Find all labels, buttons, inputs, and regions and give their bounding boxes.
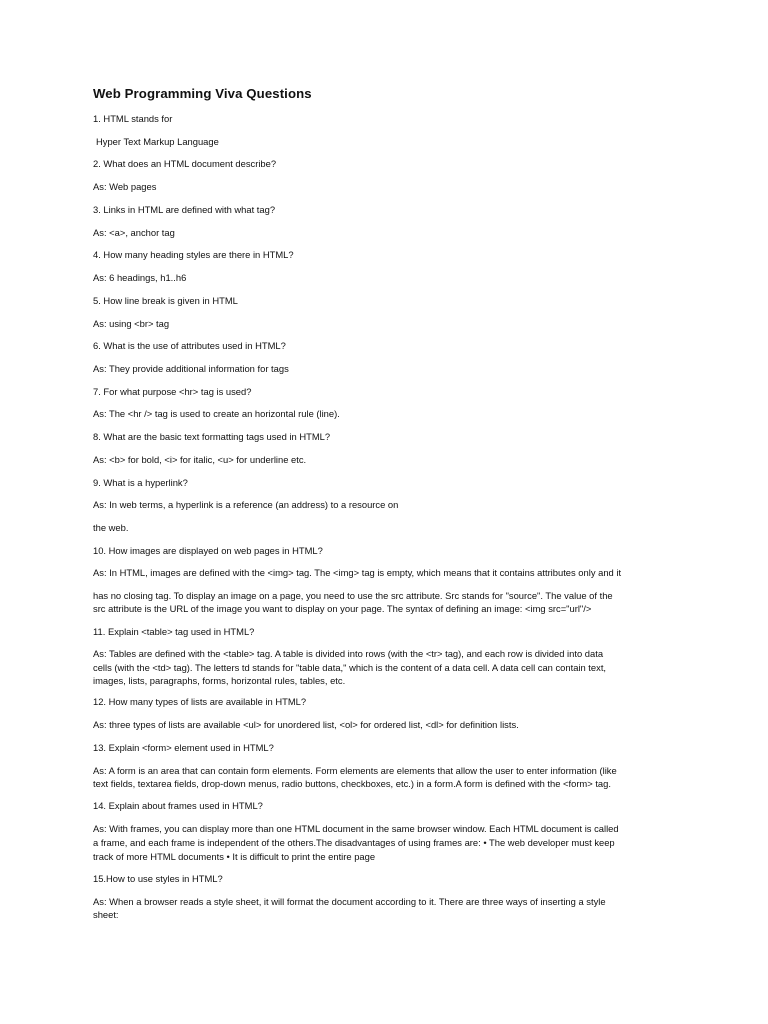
answer-14-line-1: As: With frames, you can display more than one HTML document in the same browser window. Each HTML document is called <box>93 823 619 834</box>
answer-15-line-2: sheet: <box>93 909 119 920</box>
question-9: 9. What is a hyperlink? <box>93 477 188 488</box>
question-8: 8. What are the basic text formatting tags used in HTML? <box>93 431 331 442</box>
question-3: 3. Links in HTML are defined with what tag? <box>93 204 276 215</box>
question-7: 7. For what purpose <hr> tag is used? <box>93 386 252 397</box>
answer-14-line-2: a frame, and each frame is independent of the others.The disadvantages of using frames are: • The web developer must keep <box>93 837 615 848</box>
question-1: 1. HTML stands for <box>93 113 173 124</box>
answer-1: Hyper Text Markup Language <box>96 136 219 147</box>
answer-6: As: They provide additional information for tags <box>93 363 289 374</box>
page-title: Web Programming Viva Questions <box>93 86 312 101</box>
answer-8: As: <b> for bold, <i> for italic, <u> for underline etc. <box>93 454 307 465</box>
answer-12: As: three types of lists are available <ul> for unordered list, <ol> for ordered list, <dl> for definition lists. <box>93 719 519 730</box>
question-14: 14. Explain about frames used in HTML? <box>93 800 263 811</box>
question-10: 10. How images are displayed on web pages in HTML? <box>93 545 323 556</box>
answer-5: As: using <br> tag <box>93 318 170 329</box>
answer-10-line-2: has no closing tag. To display an image on a page, you need to use the src attribute. Src stands for "source". The value of the <box>93 590 613 601</box>
answer-11-line-2: cells (with the <td> tag). The letters td stands for "table data," which is the content of a data cell. A data cell can contain text, <box>93 662 607 673</box>
answer-14-line-3: track of more HTML documents • It is difficult to print the entire page <box>93 851 376 862</box>
question-6: 6. What is the use of attributes used in HTML? <box>93 340 286 351</box>
answer-11-line-1: As: Tables are defined with the <table> tag. A table is divided into rows (with the <tr> tag), and each row is divided into data <box>93 648 604 659</box>
answer-13-line-1: As: A form is an area that can contain form elements. Form elements are elements that allow the user to enter information (like <box>93 765 617 776</box>
question-15: 15.How to use styles in HTML? <box>93 873 223 884</box>
question-4: 4. How many heading styles are there in HTML? <box>93 249 294 260</box>
answer-9-line-2: the web. <box>93 522 129 533</box>
answer-7: As: The <hr /> tag is used to create an horizontal rule (line). <box>93 408 340 419</box>
question-12: 12. How many types of lists are available in HTML? <box>93 696 307 707</box>
answer-10-line-3: src attribute is the URL of the image you want to display on your page. The syntax of defining an image: <img src="url"/> <box>93 603 592 614</box>
answer-13-line-2: text fields, textarea fields, drop-down menus, radio buttons, checkboxes, etc.) in a form.A form is defined with the <form> tag. <box>93 778 611 789</box>
answer-11-line-3: images, lists, paragraphs, forms, horizontal rules, tables, etc. <box>93 675 346 686</box>
answer-10-line-1: As: In HTML, images are defined with the <img> tag. The <img> tag is empty, which means that it contains attributes only and it <box>93 567 622 578</box>
question-5: 5. How line break is given in HTML <box>93 295 238 306</box>
question-11: 11. Explain <table> tag used in HTML? <box>93 626 255 637</box>
question-2: 2. What does an HTML document describe? <box>93 158 277 169</box>
answer-4: As: 6 headings, h1..h6 <box>93 272 187 283</box>
answer-9-line-1: As: In web terms, a hyperlink is a reference (an address) to a resource on <box>93 499 399 510</box>
answer-2: As: Web pages <box>93 181 157 192</box>
answer-15-line-1: As: When a browser reads a style sheet, it will format the document according to it. There are three ways of inserting a style <box>93 896 606 907</box>
answer-3: As: <a>, anchor tag <box>93 227 175 238</box>
question-13: 13. Explain <form> element used in HTML? <box>93 742 274 753</box>
